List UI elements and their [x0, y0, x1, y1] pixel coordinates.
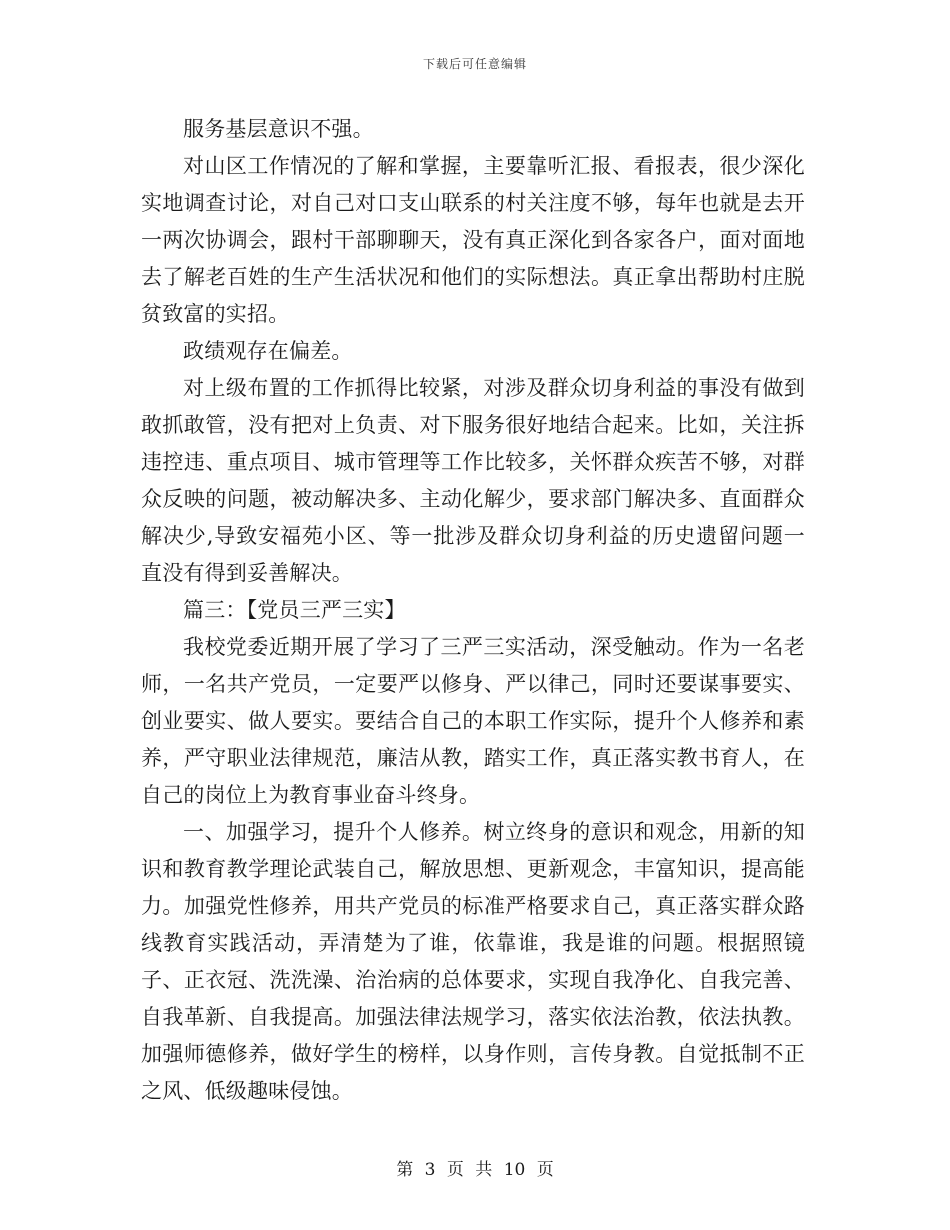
paragraph: 一、加强学习，提升个人修养。树立终身的意识和观念，用新的知识和教育教学理论武装自己，解放思想、更新观念，丰富知识，提高能力。加强党性修养，用共产党员的标准严格要求自己，真正落实群众路线教育实践活动，弄清楚为了谁，依靠谁，我是谁的问题。根据照镜子、正衣冠、洗洗澡、治治病的总体要求，实现自我净化、自我完善、自我革新、自我提高。加强法律法规学习，落实依法治教，依法执教。加强师德修养，做好学生的榜样，以身作则，言传身教。自觉抵制不正之风、低级趣味侵蚀。: [141, 820, 805, 1103]
paragraph: 服务基层意识不强。: [183, 117, 374, 141]
section-heading: 篇三：【党员三严三实】: [183, 598, 406, 622]
page-header: 下载后可任意编辑: [422, 57, 527, 71]
paragraph: 对山区工作情况的了解和掌握，主要靠听汇报、看报表，很少深化实地调查讨论，对自己对口支山联系的村关注度不够，每年也就是去开一两次协调会，跟村干部聊聊天，没有真正深化到各家各户，面对面地去了解老百姓的生产生活状况和他们的实际想法。真正拿出帮助村庄脱贫致富的实招。: [141, 154, 805, 326]
paragraph: 我校党委近期开展了学习了三严三实活动，深受触动。作为一名老师，一名共产党员，一定要严以修身、严以律己，同时还要谋事要实、创业要实、做人要实。要结合自己的本职工作实际，提升个人修养和素养，严守职业法律规范，廉洁从教，踏实工作，真正落实教书育人，在自己的岗位上为教育事业奋斗终身。: [141, 635, 805, 807]
page-number: 第 3 页 共 10 页: [396, 1160, 554, 1180]
paragraph: 政绩观存在偏差。: [183, 339, 353, 363]
paragraph: 对上级布置的工作抓得比较紧，对涉及群众切身利益的事没有做到敢抓敢管，没有把对上负责、对下服务很好地结合起来。比如，关注拆违控违、重点项目、城市管理等工作比较多，关怀群众疾苦不够，对群众反映的问题，被动解决多、主动化解少，要求部门解决多、直面群众解决少,导致安福苑小区、等一批涉及群众切身利益的历史遗留问题一直没有得到妥善解决。: [141, 376, 805, 585]
document-body: [141, 111, 805, 1110]
